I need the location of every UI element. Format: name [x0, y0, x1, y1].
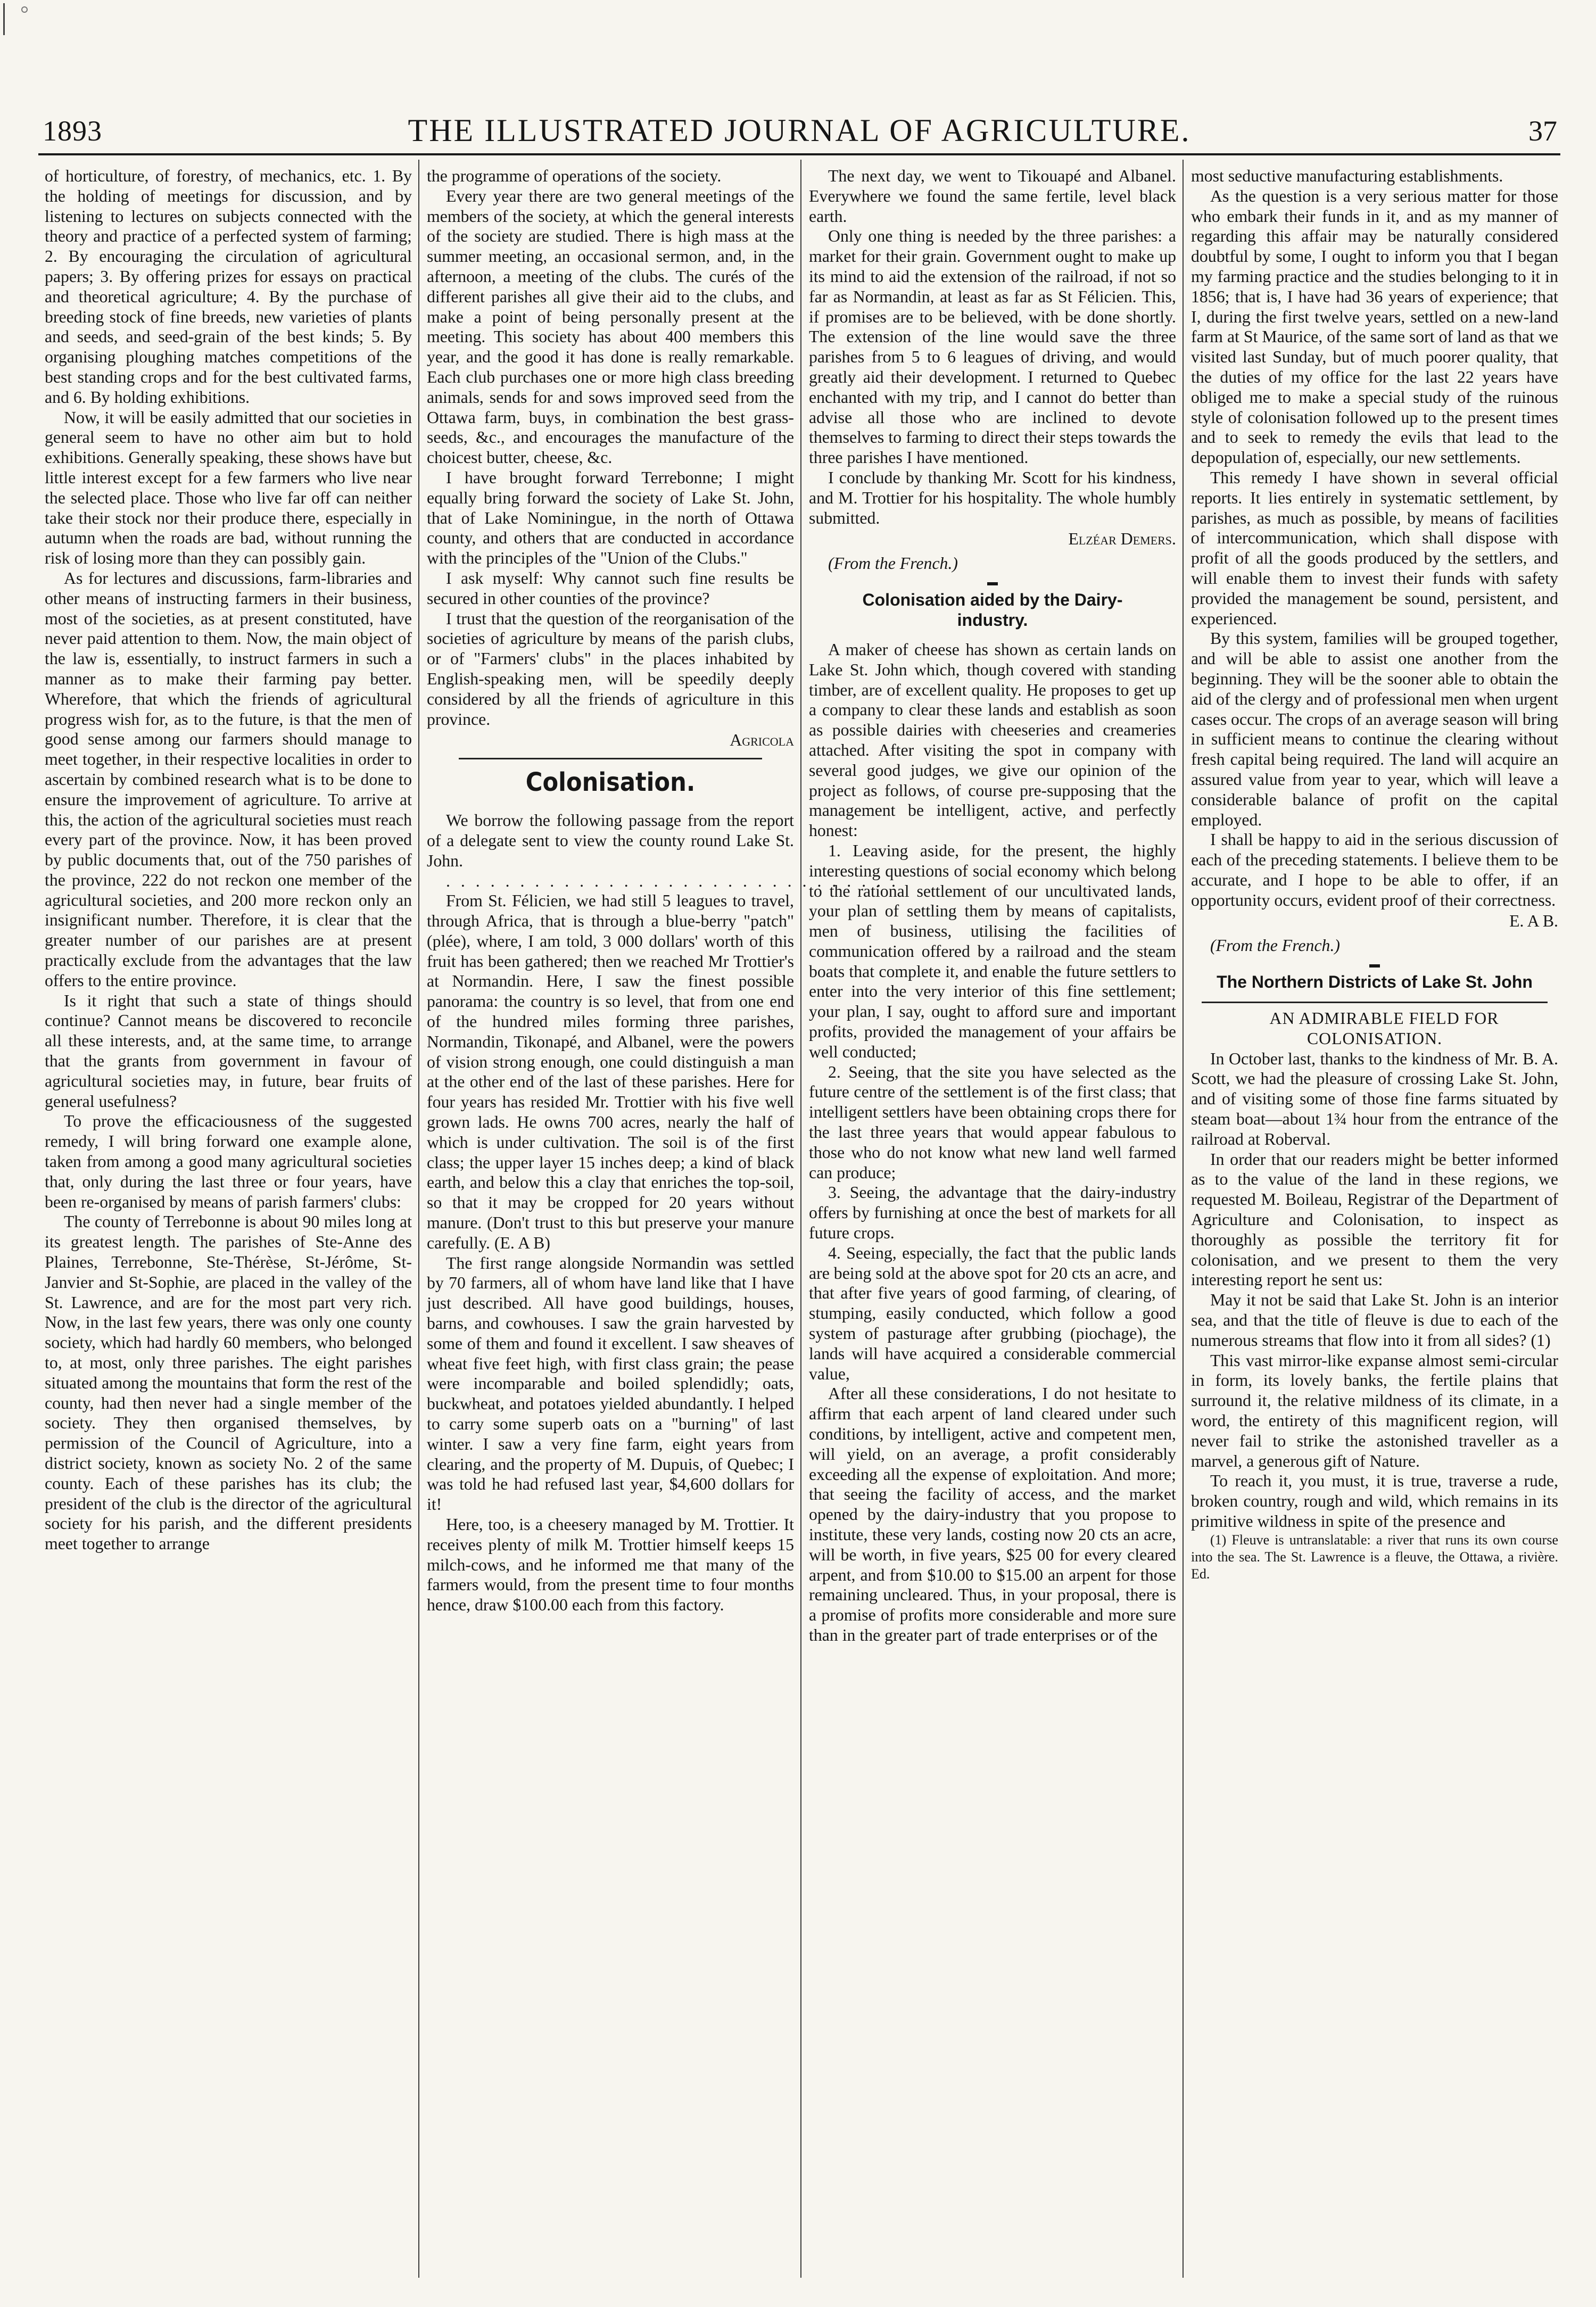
- author-signature: E. A B.: [1509, 912, 1558, 931]
- journal-title: THE ILLUSTRATED JOURNAL OF AGRICULTURE.: [408, 113, 1191, 148]
- section-heading: The Northern Districts of Lake St. John: [1217, 972, 1533, 992]
- paragraph: To reach it, you must, it is true, traverse a rude, broken country, rough and wild, which remains in its primitive wildness in spite of the presence and: [1191, 1471, 1558, 1531]
- ellipsis-row: . . . . . . . . . . . . . . . . . . . . . . . . . . . . . . .: [446, 871, 899, 890]
- paragraph: This vast mirror-like expanse almost semi-circular in form, its lovely banks, the fertile plains that surround it, the relative mildness of its climate, in a word, the entirety of this magnificent region, will never fail to strike the astonished traveller as a marvel, a generous gift of Nature.: [1191, 1351, 1558, 1470]
- source-note: (From the French.): [1210, 936, 1340, 955]
- paragraph: In order that our readers might be better informed as to the value of the land in these regions, we requested M. Boileau, Registrar of the Department of Agriculture and Colonisation, to inspect as thoroughly as possible the territory fit for colonisation, and we present to them the very interesting report he sent us:: [1191, 1150, 1558, 1289]
- paragraph: From St. Félicien, we had still 5 leagues to travel, through Africa, that is through a blue-berry "patch" (plée), where, I am told, 3 000 dollars' worth of this fruit has been gathered; then we reached Mr Trottier's at Normandin. Here, I saw the finest possible panorama: the country is so level, that from one end of the hundred miles forming three parishes, Normandin, Tikonapé, and Albanel, were the powers of vision strong enough, one could distinguish a man at the other end of the last of these parishes. Here for four years has resided Mr. Trottier with his five well grown lads. He owns 700 acres, nearly the half of which is under cultivation. The soil is of the first class; the upper layer 15 inches deep; a kind of black earth, and below this a clay that enriches the top-soil, so that it may be cropped for 20 years without manure. (Don't trust to this but preserve your manure carefully. (E. A B): [427, 891, 794, 1252]
- paragraph: Only one thing is needed by the three parishes: a market for their grain. Government ought to make up its mind to aid the extension of the railroad, if not so far as Normandin, at least as far as St Félicien. This, if promises are to be believed, with be done shortly. The extension of the line would save the three parishes from 5 to 6 leagues of driving, and would greatly aid their development. I returned to Quebec enchanted with my trip, and I cannot do better than advise all those who are inclined to devote themselves to farming to direct their steps towards the three parishes I have mentioned.: [809, 227, 1176, 467]
- paragraph: The county of Terrebonne is about 90 miles long at its greatest length. The parishes of Ste-Anne des Plaines, Terrebonne, Ste-Thérèse, St-Jérôme, St-Janvier and St-Sophie, are placed in the valley of the St. Lawrence, and are for the most part very rich. Now, in the last few years, there was only one county society, which had hardly 60 members, who belonged to, at most, only three parishes. The eight parishes situated among the mountains that form the rest of the county, had then never had a single member of the society. They then organised themselves, by permission of the Council of Agriculture, into a district society, known as society No. 2 of the same county. Each of these parishes has its club; the president of the club is the director of the agricultural society for his parish, and the different presidents meet together to arrange: [45, 1212, 412, 1553]
- source-note: (From the French.): [828, 554, 958, 573]
- paragraph: I have brought forward Terrebonne; I might equally bring forward the society of Lake St. John, that of Lake Nominingue, in the north of Ottawa county, and others that are conducted in accordance with the principles of the "Union of the Clubs.": [427, 468, 794, 568]
- paragraph: We borrow the following passage from the report of a delegate sent to view the county round Lake St. John.: [427, 811, 794, 870]
- paragraph: of horticulture, of forestry, of mechanics, etc. 1. By the holding of meetings for discussion, and by listening to lectures on subjects connected with the theory and practice of a perfected system of farming; 2. By encouraging the circulation of agricultural papers; 3. By offering prizes for essays on practical and theoretical agriculture; 4. By the purchase of breeding stock of fine breeds, new varieties of plants and seeds, and seed-grain of the best kinds; 5. By organising ploughing matches competitions of the best standing crops and for the best cultivated farms, and 6. By holding exhibitions.: [45, 167, 412, 407]
- margin-mark: [3, 3, 10, 35]
- paragraph: In October last, thanks to the kindness of Mr. B. A. Scott, we had the pleasure of crossing Lake St. John, and of visiting some of those fine farms situated by steam boat—about 1¾ hour from the entrance of the railroad at Roberval.: [1191, 1049, 1558, 1148]
- paragraph: I conclude by thanking Mr. Scott for his kindness, and M. Trottier for his hospitality. The whole humbly submitted.: [809, 468, 1176, 527]
- ornament-dash: ▬: [987, 576, 998, 588]
- page-number: 37: [1528, 115, 1557, 147]
- margin-speck: [21, 6, 28, 13]
- paragraph: 1. Leaving aside, for the present, the highly interesting questions of social economy which belong to the rational settlement of our uncultivated lands, your plan of settling them by means of capitalists, men of business, utilising the facilities of communication offered by a railroad and the steam boats that complete it, and enable the future settlers to enter into the very interior of this fine settlement; your plan, I say, ought to afford sure and important profits, provided the management of your affairs be well conducted;: [809, 841, 1176, 1061]
- paragraph: This remedy I have shown in several official reports. It lies entirely in systematic settlement, by parishes, as much as possible, by means of facilities of intercommunication, which shall dispose with profit of all the goods produced by the settlers, and will enable them to invest their funds with safety provided the management be sound, persistent, and experienced.: [1191, 468, 1558, 628]
- author-signature: Elzéar Demers.: [1068, 530, 1176, 549]
- author-signature: Agricola: [730, 731, 794, 750]
- paragraph: To prove the efficaciousness of the suggested remedy, I will bring forward one example alone, taken from among a good many agricultural societies that, only during the last three or four years, have been re-organised by means of parish farmers' clubs:: [45, 1112, 412, 1211]
- column-divider: [418, 160, 419, 2278]
- paragraph: As the question is a very serious matter for those who embark their funds in it, and as my manner of regarding this affair may be naturally considered doubtful by some, I ought to inform you that I began my farming practice and the studies belonging to it in 1856; that is, I have had 36 years of experience; that I, during the first twelve years, settled on a new-land farm at St Maurice, of the same sort of land as that we visited last Sunday, but of much poorer quality, that the duties of my office for the last 22 years have obliged me to make a special study of the ruinous style of colonisation followed up to the present times and to seek to remedy the evils that lead to the depopulation of, especially, our new settlements.: [1191, 186, 1558, 467]
- section-heading: Colonisation.: [525, 767, 696, 798]
- section-rule: [1202, 1002, 1548, 1003]
- paragraph: 4. Seeing, especially, the fact that the public lands are being sold at the above spot for 20 cts an acre, and that after five years of good farming, of clearing, of stumping, easily conducted, which follow a good system of pasturage after grubbing (piochage), the lands will have acquired a considerable commercial value,: [809, 1243, 1176, 1383]
- paragraph: 3. Seeing, the advantage that the dairy-industry offers by furnishing at once the best of markets for all future crops.: [809, 1183, 1176, 1243]
- section-rule: [459, 758, 762, 759]
- paragraph: May it not be said that Lake St. John is an interior sea, and that the title of fleuve is due to each of the numerous streams that flow into it from all sides? (1): [1191, 1291, 1558, 1350]
- paragraph: By this system, families will be grouped together, and will be able to assist one another from the beginning. They will be the sooner able to obtain the aid of the clergy and of professional men when urgent cases occur. The crops of an average season will bring in sufficient means to continue the clearing without fresh capital being required. The land will acquire an assured value from year to year, which will leave a considerable balance of profit on the capital employed.: [1191, 629, 1558, 829]
- column-divider: [1182, 160, 1184, 2278]
- running-head: [38, 109, 1560, 152]
- paragraph: most seductive manufacturing establishments.: [1191, 167, 1503, 185]
- paragraph: The next day, we went to Tikouapé and Albanel. Everywhere we found the same fertile, level black earth.: [809, 167, 1176, 226]
- column-4: [1191, 166, 1558, 2273]
- ornament-dash: ▬: [1369, 958, 1380, 971]
- column-3: [809, 166, 1176, 2273]
- column-1: [45, 166, 412, 2273]
- paragraph: the programme of operations of the society.: [427, 167, 722, 185]
- paragraph: Is it right that such a state of things should continue? Cannot means be discovered to reconcile all these interests, and, at the same time, to arrange that the grants from government in favour of agricultural societies may, in future, bear fruits of general usefulness?: [45, 991, 412, 1111]
- footnote: (1) Fleuve is untranslatable: a river that runs its own course into the sea. The St. Lawrence is a fleuve, the Ottawa, a rivière. Ed.: [1191, 1532, 1558, 1582]
- section-heading: Colonisation aided by the Dairy-industry.: [862, 590, 1123, 630]
- paragraph: Every year there are two general meetings of the members of the society, at which the general interests of the society are studied. There is high mass at the summer meeting, an occasional sermon, and, in the afternoon, a meeting of the clubs. The curés of the different parishes all give their aid to the clubs, and make a point of being personally present at the meeting. This society has about 400 members this year, and the good it has done is really remarkable. Each club purchases one or more high class breeding animals, sends for and sows improved seed from the Ottawa farm, buys, in combination the best grass-seeds, &c., and encourages the manufacture of the choicest butter, cheese, &c.: [427, 186, 794, 467]
- paragraph: Now, it will be easily admitted that our societies in general seem to have no other aim but to hold exhibitions. Generally speaking, these shows have but little interest except for a few farmers who live near the selected place. Those who live far off can neither take their stock nor their produce there, especially in autumn when the roads are bad, without running the risk of losing more than they can possibly gain.: [45, 408, 412, 568]
- paragraph: A maker of cheese has shown as certain lands on Lake St. John which, though covered with standing timber, are of excellent quality. He proposes to get up a company to clear these lands and establish as soon as possible dairies with cheeseries and creameries attached. After visiting the spot in company with several good judges, we give our opinion of the project as follows, of course pre-supposing that the management be intelligent, active, and perfectly honest:: [809, 640, 1176, 840]
- header-rule: [38, 153, 1560, 155]
- paragraph: The first range alongside Normandin was settled by 70 farmers, all of whom have land like that I have just described. All have good buildings, houses, barns, and cowhouses. I saw the grain harvested by some of them and found it excellent. I saw sheaves of wheat five feet high, with first class grain; the pease were incomparable and boiled splendidly; oats, buckwheat, and potatoes yielded abundantly. I helped to carry some superb oats on a "burning" of last winter. I saw a very fine farm, eight years from clearing, and the property of M. Dupuis, of Quebec; I was told he had refused last year, $4,600 dollars for it!: [427, 1253, 794, 1514]
- header-year: 1893: [43, 115, 102, 147]
- paragraph: I ask myself: Why cannot such fine results be secured in other counties of the province?: [427, 568, 794, 608]
- paragraph: I trust that the question of the reorganisation of the societies of agriculture by means of the parish clubs, or of "Farmers' clubs" in the places inhabited by English-speaking men, will be speedily deeply considered by all the friends of agriculture in this province.: [427, 609, 794, 729]
- paragraph: After all these considerations, I do not hesitate to affirm that each arpent of land cleared under such conditions, by intelligent, active and competent men, will yield, on an average, a profit considerably exceeding all the expense of exploitation. And more; that seeing the facility of access, and the market opened by the dairy-industry that you propose to institute, these very lands, costing now 20 cts an acre, will be worth, in five years, $25 00 for every cleared arpent, and from $10.00 to $15.00 an arpent for those remaining uncleared. Thus, in your proposal, there is a promise of profits more considerable and more sure than in the greater part of trade enterprises or of the: [809, 1384, 1176, 1644]
- paragraph: Here, too, is a cheesery managed by M. Trottier. It receives plenty of milk M. Trottier himself keeps 15 milch-cows, and he informed me that many of the farmers would, from the present time to four months hence, draw $100.00 each from this factory.: [427, 1515, 794, 1615]
- column-divider: [800, 160, 801, 2278]
- subheading: AN ADMIRABLE FIELD FOR COLONISATION.: [1269, 1009, 1499, 1048]
- paragraph: As for lectures and discussions, farm-libraries and other means of instructing farmers in their business, most of the societies, as at present constituted, have never paid attention to them. Now, the main object of the law is, essentially, to instruct farmers in such a manner as to make their farming pay better. Wherefore, that which the friends of agricultural progress wish for, as to the future, is that the men of good sense among our farmers should manage to meet together, in their respective localities in order to ascertain by combined research what is to be done to ensure the improvement of agriculture. To arrive at this, the action of the agricultural societies must reach every part of the province. Now, it has been proved by public documents that, out of the 750 parishes of the province, 222 do not reckon one member of the agricultural societies, and 200 more reckon only an insignificant number. Therefore, it is clear that the greater number of our parishes are at present practically exclude from the advantages that the law offers to the entire province.: [45, 568, 412, 990]
- paragraph: 2. Seeing, that the site you have selected as the future centre of the settlement is of the first class; that intelligent settlers have been obtaining crops there for the last three years that would appear fabulous to those who do not know what new land well farmed can produce;: [809, 1062, 1176, 1182]
- paragraph: I shall be happy to aid in the serious discussion of each of the preceding statements. I believe them to be accurate, and I hope to be able to offer, if an opportunity occurs, evident proof of their correctness.: [1191, 830, 1558, 909]
